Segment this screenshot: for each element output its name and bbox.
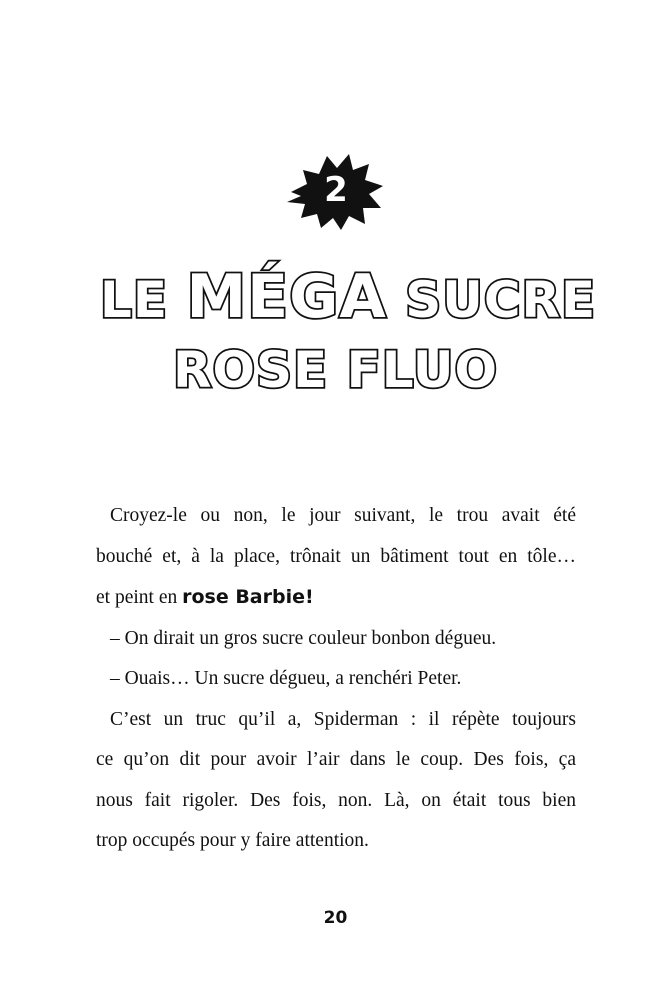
paragraph-4-line-1: C’est un truc qu’il a, Spiderman : il répète toujours: [110, 708, 576, 730]
paragraph-2: – On dirait un gros sucre couleur bonbon dégueu.: [110, 627, 497, 649]
paragraph-4: [96, 700, 576, 862]
chapter-title-line-1: [100, 262, 597, 335]
chapter-title-word-sucre: SUCRE: [386, 271, 597, 329]
paragraph-4-line-3: nous fait rigoler. Des fois, non. Là, on était tous bien: [96, 789, 576, 811]
paragraph-4-line-2: ce qu’on dit pour avoir l’air dans le coup. Des fois, ça: [96, 749, 576, 770]
chapter-number: 2: [324, 170, 348, 210]
paragraph-1: [96, 496, 576, 619]
body-text: [96, 496, 576, 862]
emphasis-rose-barbie: rose Barbie!: [182, 586, 314, 608]
paragraph-4-line-4: trop occupés pour y faire attention.: [96, 830, 369, 851]
chapter-title-line-2: ROSE FLUO: [173, 341, 498, 399]
page-number: 20: [323, 908, 348, 928]
chapter-title: [100, 262, 597, 405]
paragraph-1-line-1: Croyez-le ou non, le jour suivant, le trou avait été: [110, 505, 576, 526]
chapter-badge: [283, 150, 389, 232]
paragraph-3: – Ouais… Un sucre dégueu, a renchéri Peter.: [110, 668, 462, 689]
paragraph-1-line-3-text: et peint en: [96, 587, 183, 608]
paragraph-1-line-3: [96, 577, 576, 619]
paragraph-1-line-2: bouché et, à la place, trônait un bâtiment tout en tôle…: [96, 545, 576, 567]
chapter-title-word-le: LE: [100, 271, 187, 329]
chapter-title-word-mega: MÉGA: [186, 262, 387, 332]
